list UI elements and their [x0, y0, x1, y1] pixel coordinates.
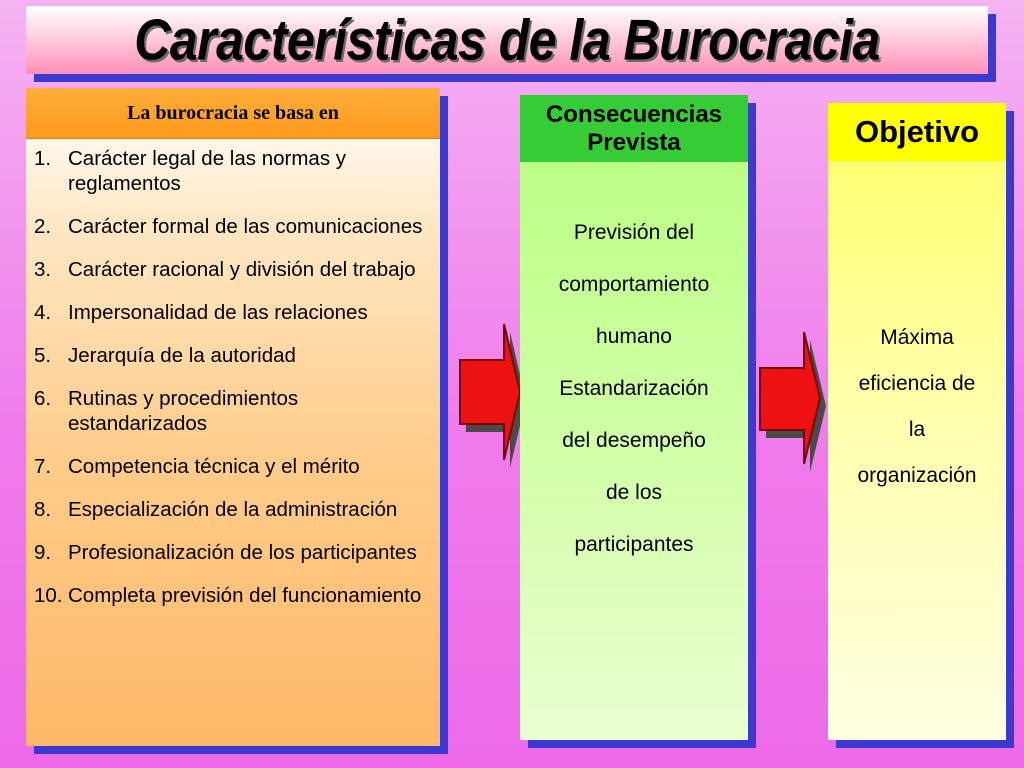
objective-line: Máxima	[880, 326, 954, 349]
arrow-right-icon	[456, 318, 526, 470]
basis-panel-header: La burocracia se basa en	[26, 88, 440, 139]
basis-panel	[26, 88, 440, 746]
list-item-text: Profesionalización de los participantes	[68, 541, 417, 564]
basis-list	[34, 146, 434, 626]
list-item-text: Carácter racional y división del trabajo	[68, 258, 416, 281]
consequences-header-line: Prevista	[587, 128, 681, 156]
list-item-number: 4.	[34, 301, 52, 324]
arrow-right-icon	[756, 326, 826, 476]
list-item	[34, 214, 434, 239]
objective-line: eficiencia de	[858, 372, 976, 395]
consequences-header-line: Consecuencias	[545, 100, 723, 128]
list-item-number: 10.	[34, 584, 63, 607]
objective-panel-header: Objetivo	[828, 103, 1006, 161]
consequences-panel-header	[520, 95, 748, 162]
list-item-text: Jerarquía de la autoridad	[68, 344, 296, 367]
list-item	[34, 497, 434, 522]
list-item	[34, 146, 434, 196]
objective-line: la	[908, 418, 926, 441]
objective-line: organización	[857, 464, 977, 487]
consequences-line: humano	[596, 325, 672, 348]
list-item-text: Especialización de la administración	[68, 498, 398, 521]
list-item-number: 1.	[34, 147, 52, 170]
page-title: Características de la Burocracia	[134, 7, 880, 73]
objective-body	[828, 315, 1006, 499]
list-item	[34, 454, 434, 479]
list-item-number: 5.	[34, 344, 52, 367]
list-item	[34, 540, 434, 565]
list-item-number: 9.	[34, 541, 52, 564]
consequences-line: de los	[605, 481, 663, 504]
list-item-text: Competencia técnica y el mérito	[68, 455, 360, 478]
list-item-text: Impersonalidad de las relaciones	[68, 301, 368, 324]
consequences-line: Estandarización	[559, 377, 709, 400]
list-item	[34, 257, 434, 282]
list-item-number: 8.	[34, 498, 52, 521]
consequences-body	[520, 207, 748, 571]
title-banner	[26, 6, 988, 74]
consequences-line: del desempeño	[562, 429, 706, 452]
list-item	[34, 583, 434, 608]
consequences-panel	[520, 95, 748, 740]
consequences-line: comportamiento	[558, 273, 710, 296]
list-item-text: Rutinas y procedimientos estandarizados	[68, 387, 299, 435]
list-item-text: Completa previsión del funcionamiento	[68, 584, 422, 607]
list-item-number: 6.	[34, 387, 52, 410]
list-item	[34, 343, 434, 368]
list-item	[34, 300, 434, 325]
objective-panel	[828, 103, 1006, 740]
list-item-number: 7.	[34, 455, 52, 478]
list-item-text: Carácter legal de las normas y reglamentos	[68, 147, 347, 195]
list-item-number: 3.	[34, 258, 52, 281]
list-item-text: Carácter formal de las comunicaciones	[68, 215, 423, 238]
list-item-number: 2.	[34, 215, 52, 238]
consequences-line: participantes	[574, 533, 694, 556]
consequences-line: Previsión del	[573, 221, 695, 244]
list-item	[34, 386, 434, 436]
